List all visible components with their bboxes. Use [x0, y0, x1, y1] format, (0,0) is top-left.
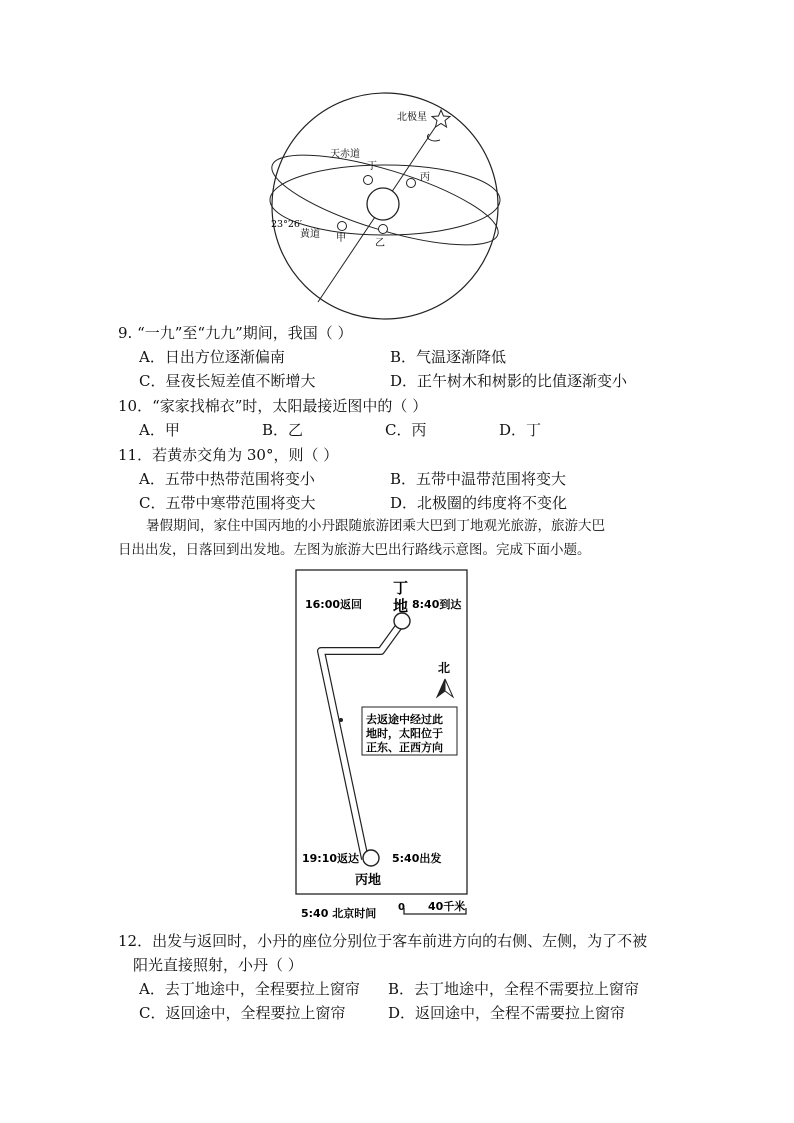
q12-option-c: C．返回途中，全程要拉上窗帘: [139, 1004, 346, 1022]
map-depart-bing-time: 5:40出发: [392, 852, 442, 865]
q9-option-b: B．气温逐渐降低: [390, 348, 507, 366]
q9-option-d: D．正午树木和树影的比值逐渐变小: [390, 372, 628, 390]
intro-line-2: 日出出发，日落回到出发地。左图为旅游大巴出行路线示意图。完成下面小题。: [118, 542, 591, 558]
q12-option-d: D．返回途中，全程不需要拉上窗帘: [388, 1004, 626, 1022]
scale-zero: 0: [398, 902, 405, 913]
question-11-stem: 11．若黄赤交角为 30°，则（ ）: [118, 446, 339, 464]
map-arrive-ding-time: 8:40到达: [412, 598, 462, 611]
question-10-stem: 10．“家家找棉衣”时，太阳最接近图中的（ ）: [118, 397, 428, 415]
q10-option-d: D．丁: [499, 421, 542, 439]
q9-option-a: A．日出方位逐渐偏南: [139, 348, 285, 366]
map-label-ding: 丁: [393, 579, 409, 597]
map-note-line-2: 地时，太阳位于: [366, 727, 443, 740]
label-jia: 甲: [336, 233, 346, 244]
q11-option-c: C．五带中寒带范围将变大: [139, 494, 316, 512]
place-ding-circle: [394, 613, 410, 629]
question-12-stem-line-1: 12．出发与返回时，小丹的座位分别位于客车前进方向的右侧、左侧，为了不被: [118, 932, 648, 950]
question-12-stem-line-2: 阳光直接照射，小丹（ ）: [133, 956, 303, 974]
scale-label: 40千米: [428, 900, 466, 913]
sun-position-yi: [379, 225, 388, 234]
route-map: [0, 560, 794, 930]
polaris-star-icon: [432, 110, 450, 127]
q12-option-a: A．去丁地途中，全程要拉上窗帘: [139, 980, 360, 998]
map-north-label: 北: [438, 661, 451, 675]
q11-option-d: D．北极圈的纬度将不变化: [390, 494, 568, 512]
sun-position-ding: [364, 176, 373, 185]
q11-option-a: A．五带中热带范围将变小: [139, 470, 315, 488]
marked-point: [339, 718, 343, 722]
q9-option-c: C．昼夜长短差值不断增大: [139, 372, 316, 390]
q10-option-c: C．丙: [385, 421, 427, 439]
sun-position-jia: [338, 222, 347, 231]
map-note-line-1: 去返途中经过此: [366, 713, 443, 726]
q10-option-a: A．甲: [139, 421, 180, 439]
sun-position-bing: [407, 179, 416, 188]
celestial-sphere-diagram: [0, 0, 794, 320]
q11-option-b: B．五带中温带范围将变大: [390, 470, 567, 488]
map-note-line-3: 正东、正西方向: [366, 741, 443, 754]
label-celestial-equator: 天赤道: [330, 149, 360, 160]
label-ding: 丁: [367, 161, 377, 172]
intro-line-1: 暑假期间，家住中国丙地的小丹跟随旅游团乘大巴到丁地观光旅游，旅游大巴: [146, 518, 605, 534]
map-caption-time: 5:40 北京时间: [301, 907, 377, 920]
label-yi: 乙: [375, 238, 385, 249]
map-label-bing: 丙地: [355, 873, 382, 888]
label-angle: 23°26′: [271, 219, 303, 230]
label-bing: 丙: [420, 172, 430, 183]
q10-option-b: B．乙: [262, 421, 304, 439]
q12-option-b: B．去丁地途中，全程不需要拉上窗帘: [388, 980, 640, 998]
place-bing-circle: [363, 850, 379, 866]
map-label-ding-di: 地: [393, 597, 409, 615]
map-return-bing-time: 19:10返达: [302, 852, 360, 865]
label-polaris: 北极星: [397, 112, 427, 123]
question-9-stem: 9. “一九”至“九九”期间，我国（ ）: [118, 324, 353, 342]
label-ecliptic: 黄道: [300, 229, 320, 240]
map-return-ding-time: 16:00返回: [305, 598, 363, 611]
earth: [367, 188, 399, 220]
